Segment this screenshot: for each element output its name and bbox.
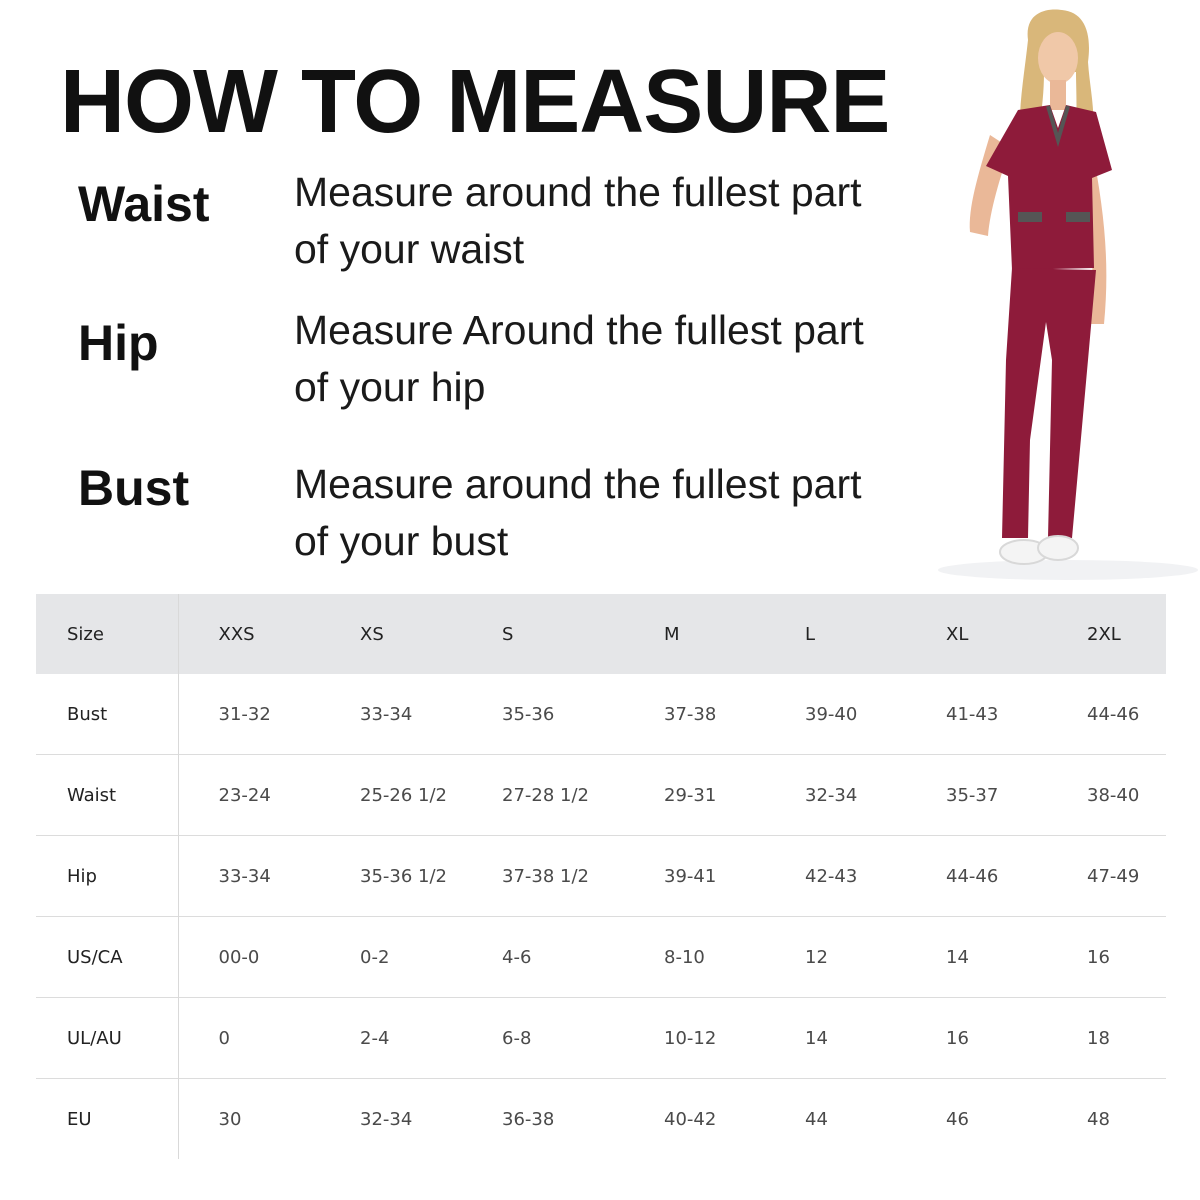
table-cell: 0 <box>218 1027 230 1049</box>
table-cell: 44 <box>805 1108 828 1130</box>
table-row-waist <box>36 755 1166 836</box>
table-row-us-ca <box>36 917 1166 998</box>
table-row-bust <box>36 674 1166 755</box>
table-cell: 16 <box>946 1027 969 1049</box>
model-figure <box>912 0 1200 590</box>
description-bust: Measure around the fullest part of your bust <box>294 461 862 564</box>
table-cell: 27-28 1/2 <box>502 784 589 806</box>
table-cell: 32-34 <box>805 784 858 806</box>
table-cell: 25-26 1/2 <box>360 784 447 806</box>
table-cell: 46 <box>946 1108 969 1130</box>
term-waist: Waist <box>78 176 210 232</box>
term-bust: Bust <box>78 460 190 516</box>
table-row-eu <box>36 1079 1166 1160</box>
model-photo <box>912 0 1200 590</box>
header-cell-m: M <box>624 594 765 674</box>
table-cell: 35-37 <box>946 784 999 806</box>
row-label: Bust <box>36 674 178 755</box>
table-cell: 41-43 <box>946 703 999 725</box>
table-cell: 23-24 <box>218 784 271 806</box>
table-row-hip <box>36 836 1166 917</box>
table-cell: 4-6 <box>502 946 532 968</box>
table-cell: 37-38 1/2 <box>502 865 589 887</box>
table-cell: 30 <box>218 1108 242 1130</box>
table-cell: 48 <box>1087 1108 1110 1130</box>
header-cell-l: L <box>765 594 906 674</box>
table-cell: 33-34 <box>218 865 271 887</box>
table-cell: 37-38 <box>664 703 717 725</box>
table-cell: 14 <box>805 1027 828 1049</box>
size-chart-table <box>36 594 1166 1159</box>
table-cell: 6-8 <box>502 1027 532 1049</box>
table-cell: 2-4 <box>360 1027 390 1049</box>
row-label: Waist <box>36 755 178 836</box>
table-cell: 35-36 <box>502 703 555 725</box>
row-label: US/CA <box>36 917 178 998</box>
table-cell: 10-12 <box>664 1027 717 1049</box>
description-waist: Measure around the fullest part of your waist <box>294 169 862 272</box>
header-cell-xxs: XXS <box>178 594 320 674</box>
header-cell-size: Size <box>36 594 178 674</box>
page-title: HOW TO MEASURE <box>60 52 890 152</box>
table-cell: 36-38 <box>502 1108 555 1130</box>
table-cell: 0-2 <box>360 946 390 968</box>
table-cell: 44-46 <box>946 865 999 887</box>
table-cell: 35-36 1/2 <box>360 865 447 887</box>
description-hip: Measure Around the fullest part of your hip <box>294 307 864 410</box>
table-cell: 12 <box>805 946 828 968</box>
table-cell: 42-43 <box>805 865 858 887</box>
table-cell: 33-34 <box>360 703 413 725</box>
table-cell: 40-42 <box>664 1108 717 1130</box>
table-cell: 16 <box>1087 946 1110 968</box>
table-cell: 8-10 <box>664 946 705 968</box>
table-cell: 29-31 <box>664 784 717 806</box>
table-row-ul-au <box>36 998 1166 1079</box>
header-cell-s: S <box>462 594 624 674</box>
header-cell-xl: XL <box>906 594 1047 674</box>
table-cell: 00-0 <box>218 946 260 968</box>
table-cell: 38-40 <box>1087 784 1140 806</box>
table-cell: 39-41 <box>664 865 717 887</box>
row-label: UL/AU <box>36 998 178 1079</box>
table-cell: 32-34 <box>360 1108 413 1130</box>
table-cell: 39-40 <box>805 703 858 725</box>
table-cell: 18 <box>1087 1027 1110 1049</box>
header-cell-2xl: 2XL <box>1047 594 1166 674</box>
row-label: EU <box>36 1079 178 1160</box>
table-cell: 44-46 <box>1087 703 1140 725</box>
term-hip: Hip <box>78 315 159 371</box>
header-cell-xs: XS <box>320 594 462 674</box>
table-cell: 14 <box>946 946 969 968</box>
table-cell: 47-49 <box>1087 865 1140 887</box>
table-header-row <box>36 594 1166 674</box>
table-cell: 31-32 <box>218 703 271 725</box>
row-label: Hip <box>36 836 178 917</box>
